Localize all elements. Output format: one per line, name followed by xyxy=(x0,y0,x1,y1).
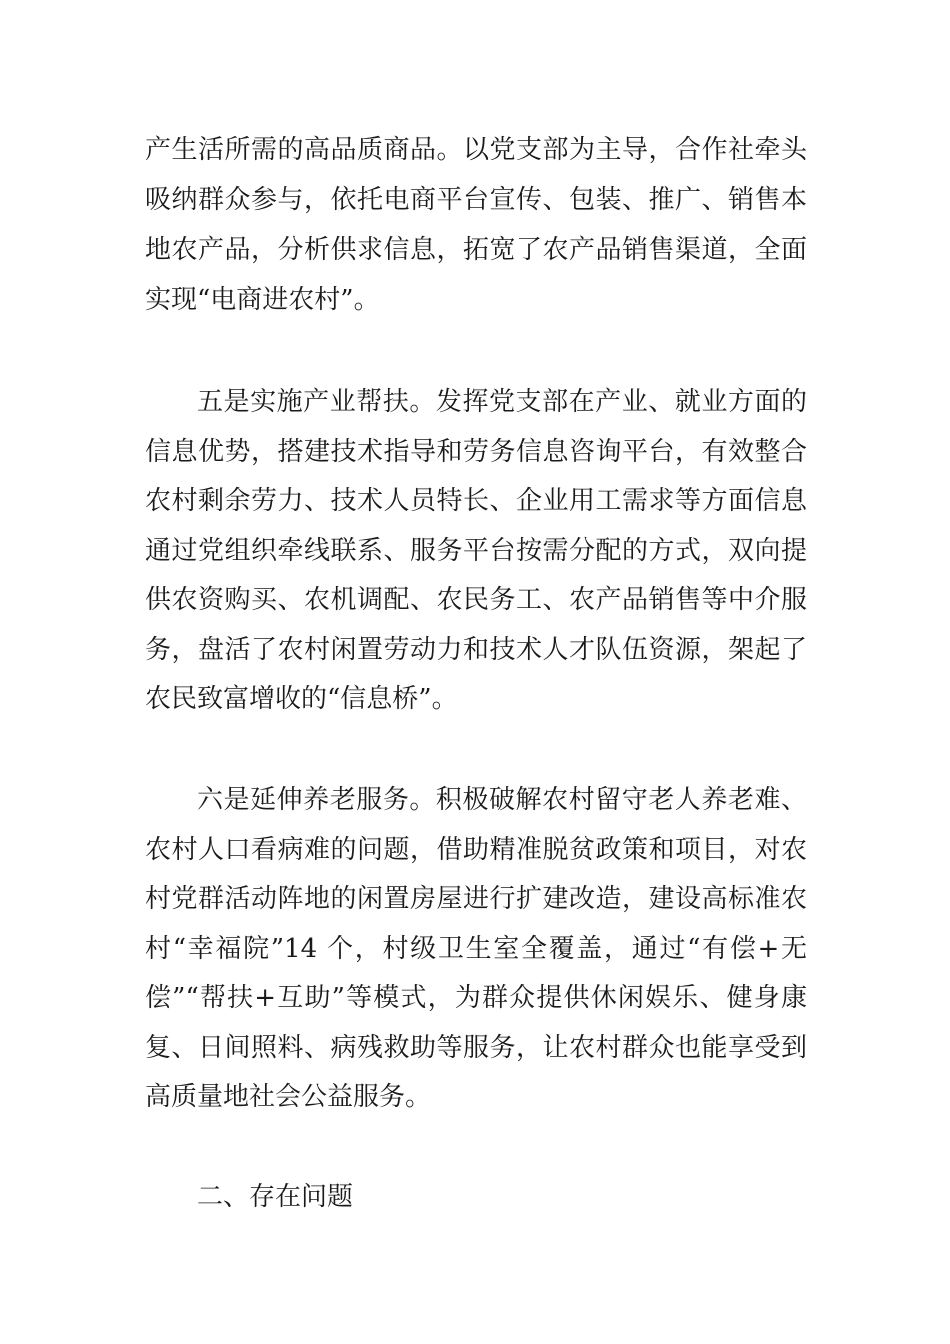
text-line: 地农产品，分析供求信息，拓宽了农产品销售渠道，全面 xyxy=(145,235,807,265)
text-line: 村“幸福院”14 个，村级卫生室全覆盖，通过“有偿+无 xyxy=(145,934,807,964)
text-line: 信息优势，搭建技术指导和劳务信息咨询平台，有效整合 xyxy=(145,437,807,467)
section-heading: 二、存在问题 xyxy=(197,1182,354,1212)
text-line: 产生活所需的高品质商品。以党支部为主导，合作社牵头 xyxy=(145,135,807,165)
text-line: 务，盘活了农村闲置劳动力和技术人才队伍资源，架起了 xyxy=(145,635,807,665)
text-line: 供农资购买、农机调配、农民务工、农产品销售等中介服 xyxy=(145,585,807,615)
text-line: 农村人口看病难的问题，借助精准脱贫政策和项目，对农 xyxy=(145,835,807,865)
text-line: 村党群活动阵地的闲置房屋进行扩建改造，建设高标准农 xyxy=(145,884,807,914)
text-line: 通过党组织牵线联系、服务平台按需分配的方式，双向提 xyxy=(145,536,807,566)
text-line: 农村剩余劳力、技术人员特长、企业用工需求等方面信息 xyxy=(145,486,807,516)
text-line: 偿”“帮扶+互助”等模式，为群众提供休闲娱乐、健身康 xyxy=(145,983,807,1013)
text-line: 高质量地社会公益服务。 xyxy=(145,1082,432,1112)
text-line: 农民致富增收的“信息桥”。 xyxy=(145,684,458,714)
text-line: 吸纳群众参与，依托电商平台宣传、包装、推广、销售本 xyxy=(145,185,807,215)
text-line: 六是延伸养老服务。积极破解农村留守老人养老难、 xyxy=(197,785,807,815)
text-line: 实现“电商进农村”。 xyxy=(145,285,380,315)
text-line: 复、日间照料、病残救助等服务，让农村群众也能享受到 xyxy=(145,1033,807,1063)
text-line: 五是实施产业帮扶。发挥党支部在产业、就业方面的 xyxy=(197,387,807,417)
